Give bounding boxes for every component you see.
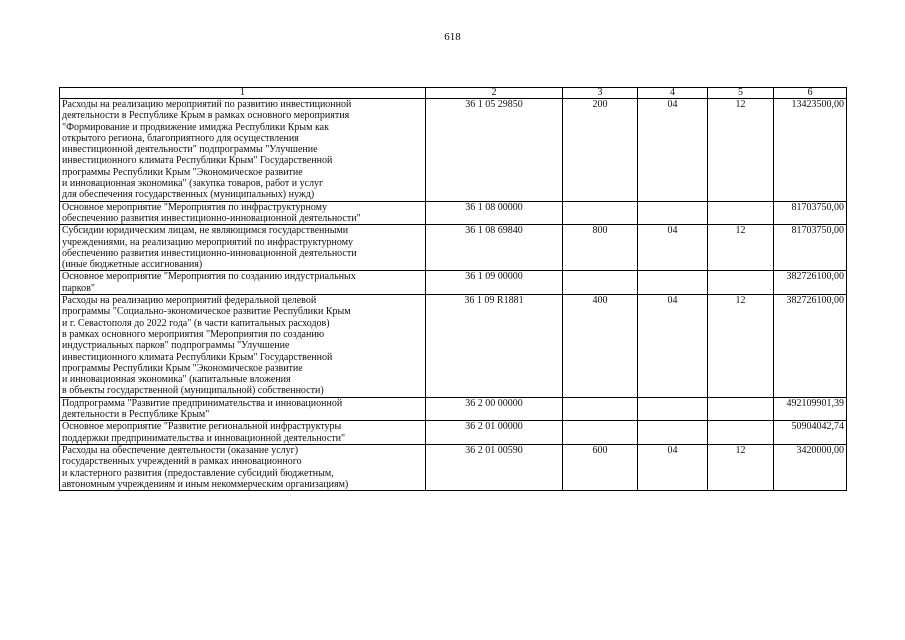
amount: 50904042,74 (774, 421, 847, 445)
page-number: 618 (444, 31, 461, 43)
description-line: и инновационная экономика" (закупка товаров, работ и услуг (62, 178, 324, 190)
section-code (638, 271, 708, 295)
table-row (60, 444, 847, 490)
expense-type-code: 400 (563, 295, 638, 398)
section-code (638, 201, 708, 225)
description-line: Расходы на реализацию мероприятий по развитию инвестиционной (62, 99, 352, 110)
description-line: деятельности в Республике Крым" (62, 409, 210, 421)
section-code: 04 (638, 444, 708, 490)
description-line: обеспечению развития инвестиционно-инновационной деятельности" (62, 212, 361, 224)
description-line: Расходы на реализацию мероприятий федеральной целевой (62, 295, 317, 307)
target-article-code: 36 1 09 00000 (426, 271, 563, 295)
amount: 382726100,00 (774, 295, 847, 398)
row-description (60, 201, 426, 225)
target-article-code: 36 1 08 69840 (426, 225, 563, 271)
section-code (638, 421, 708, 445)
expense-type-code: 200 (563, 99, 638, 202)
subsection-code: 12 (708, 444, 774, 490)
column-header: 2 (426, 88, 563, 99)
description-line: обеспечению развития инвестиционно-инновационной деятельности (62, 247, 357, 259)
description-line: Субсидии юридическим лицам, не являющимся государственными (62, 225, 349, 237)
description-line: и г. Севастополя до 2022 года" (в части капитальных расходов) (62, 317, 330, 329)
description-line: и инновационная экономика" (капитальные вложения (62, 374, 291, 386)
subsection-code: 12 (708, 225, 774, 271)
subsection-code (708, 421, 774, 445)
target-article-code: 36 2 01 00590 (426, 444, 563, 490)
table-row (60, 421, 847, 445)
description-line: в рамках основного мероприятия "Мероприятия по созданию (62, 328, 325, 340)
description-line: программы Республики Крым "Экономическое развитие (62, 166, 303, 178)
description-line: Основное мероприятие "Мероприятия по созданию индустриальных (62, 271, 356, 283)
row-description (60, 99, 426, 202)
subsection-code (708, 397, 774, 421)
expense-type-code: 800 (563, 225, 638, 271)
section-code: 04 (638, 99, 708, 202)
expense-type-code (563, 397, 638, 421)
row-description (60, 444, 426, 490)
row-description (60, 397, 426, 421)
description-line: Подпрограмма "Развитие предпринимательства и инновационной (62, 397, 343, 409)
description-line: индустриальных парков" подпрограммы "Улучшение (62, 340, 290, 352)
column-header: 3 (563, 88, 638, 99)
expense-type-code (563, 201, 638, 225)
amount: 382726100,00 (774, 271, 847, 295)
description-line: в объекты государственной (муниципальной) собственности) (62, 385, 324, 397)
row-description (60, 271, 426, 295)
description-line: для обеспечения государственных (муниципальных) нужд) (62, 189, 315, 201)
description-line: и кластерного развития (предоставление субсидий бюджетным, (62, 467, 334, 479)
description-line: (иные бюджетные ассигнования) (62, 259, 203, 271)
column-header: 5 (708, 88, 774, 99)
expense-type-code: 600 (563, 444, 638, 490)
column-header: 4 (638, 88, 708, 99)
column-header: 6 (774, 88, 847, 99)
description-line: автономным учреждениям и иным некоммерческим организациям) (62, 478, 349, 490)
amount: 492109901,39 (774, 397, 847, 421)
subsection-code: 12 (708, 295, 774, 398)
target-article-code: 36 1 08 00000 (426, 201, 563, 225)
target-article-code: 36 1 09 R1881 (426, 295, 563, 398)
row-description (60, 225, 426, 271)
row-description (60, 295, 426, 398)
description-line: инвестиционного климата Республики Крым" Государственной (62, 155, 333, 167)
target-article-code: 36 1 05 29850 (426, 99, 563, 202)
section-code: 04 (638, 225, 708, 271)
amount: 13423500,00 (774, 99, 847, 202)
amount: 81703750,00 (774, 225, 847, 271)
section-code: 04 (638, 295, 708, 398)
description-line: учреждениями, на реализацию мероприятий по инфраструктурному (62, 236, 354, 248)
table-body (60, 99, 847, 491)
table-row (60, 271, 847, 295)
description-line: программы "Социально-экономическое развитие Республики Крым (62, 306, 351, 318)
expense-type-code (563, 421, 638, 445)
subsection-code: 12 (708, 99, 774, 202)
amount: 3420000,00 (774, 444, 847, 490)
budget-table (59, 87, 847, 491)
description-line: открытого региона, благоприятного для осуществления (62, 132, 299, 144)
description-line: деятельности в Республике Крым в рамках основного мероприятия (62, 110, 350, 122)
target-article-code: 36 2 01 00000 (426, 421, 563, 445)
table-row (60, 225, 847, 271)
description-line: инвестиционной деятельности" подпрограммы "Улучшение (62, 144, 318, 156)
expense-type-code (563, 271, 638, 295)
subsection-code (708, 201, 774, 225)
table-header-row (60, 88, 847, 99)
description-line: Основное мероприятие "Мероприятия по инфраструктурному (62, 201, 328, 213)
table-row (60, 295, 847, 398)
description-line: парков" (62, 282, 95, 294)
row-description (60, 421, 426, 445)
section-code (638, 397, 708, 421)
column-header: 1 (60, 88, 426, 99)
description-line: Основное мероприятие "Развитие региональной инфраструктуры (62, 421, 342, 433)
target-article-code: 36 2 00 00000 (426, 397, 563, 421)
subsection-code (708, 271, 774, 295)
description-line: поддержки предпринимательства и инновационной деятельности" (62, 432, 346, 444)
table-row (60, 397, 847, 421)
table-row (60, 201, 847, 225)
description-line: программы Республики Крым "Экономическое развитие (62, 362, 303, 374)
description-line: государственных учреждений в рамках инновационного (62, 456, 302, 468)
description-line: инвестиционного климата Республики Крым" Государственной (62, 351, 333, 363)
description-line: Расходы на обеспечение деятельности (оказание услуг) (62, 444, 299, 456)
table-row (60, 99, 847, 202)
amount: 81703750,00 (774, 201, 847, 225)
description-line: "Формирование и продвижение имиджа Республики Крым как (62, 121, 329, 133)
